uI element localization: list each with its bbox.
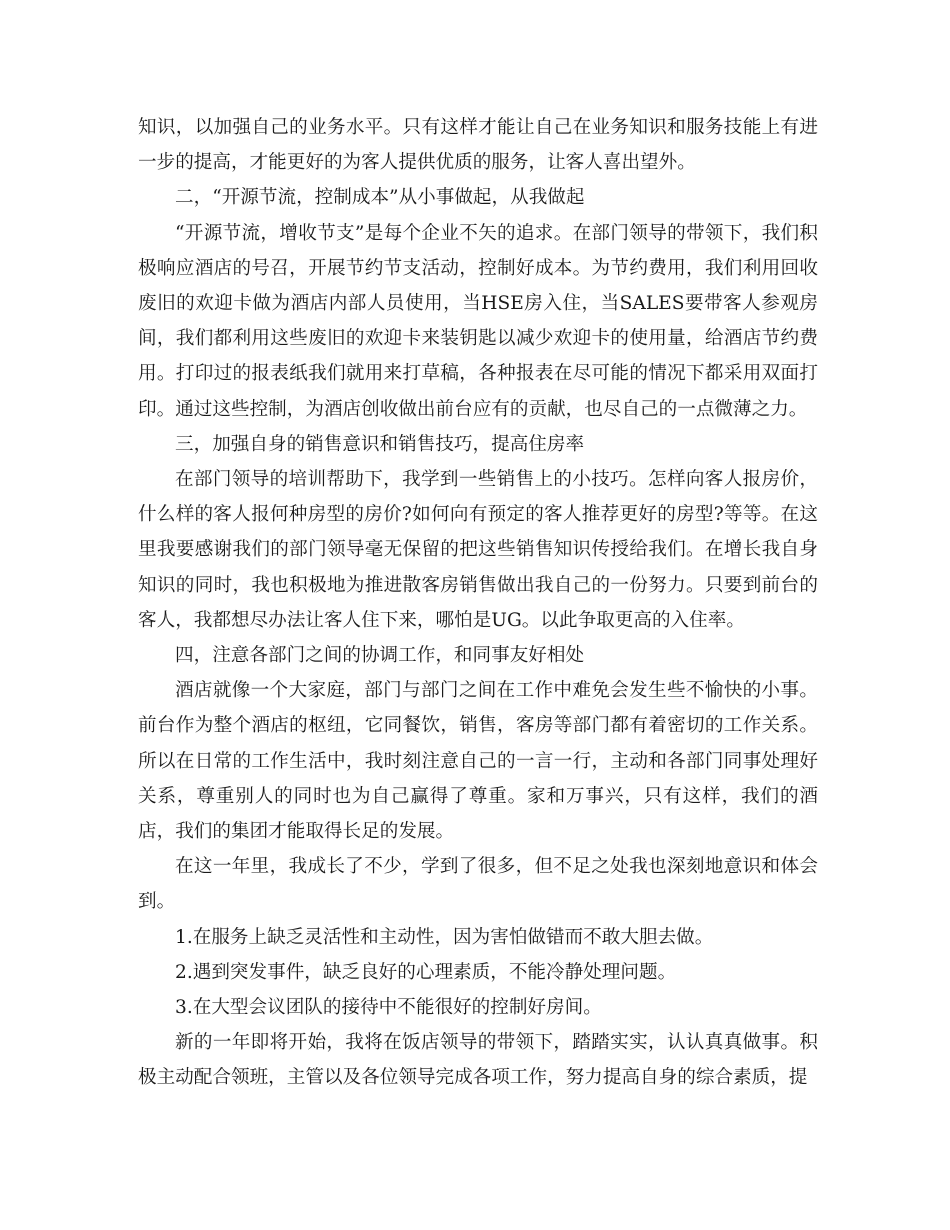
paragraph-continuation: 知识，以加强自己的业务水平。只有这样才能让自己在业务知识和服务技能上有进一步的提高，才能更好的为客人提供优质的服务，让客人喜出望外。 — [138, 117, 818, 174]
paragraph: 酒店就像一个大家庭，部门与部门之间在工作中难免会发生些不愉快的小事。前台作为整个酒店的枢纽，它同餐饮，销售，客房等部门都有着密切的工作关系。所以在日常的工作生活中，我时刻注意自己的一言一行，主动和各部门同事处理好关系，尊重别人的同时也为自己赢得了尊重。家和万事兴，只有这样，我们的酒店，我们的集团才能取得长足的发展。 — [138, 680, 818, 843]
document-body — [138, 110, 818, 1096]
list-item: 2.遇到突发事件，缺乏良好的心理素质，不能冷静处理问题。 — [175, 961, 677, 983]
list-item: 3.在大型会议团队的接待中不能很好的控制好房间。 — [175, 997, 602, 1019]
paragraph: 在部门领导的培训帮助下，我学到一些销售上的小技巧。怎样向客人报房价，什么样的客人报何种房型的房价?如何向有预定的客人推荐更好的房型?等等。在这里我要感谢我们的部门领导毫无保留的把这些销售知识传授给我们。在增长我自身知识的同时，我也积极地为推进散客房销售做出我自己的一份努力。只要到前台的客人，我都想尽办法让客人住下来，哪怕是UG。以此争取更高的入住率。 — [138, 469, 818, 631]
paragraph: 在这一年里，我成长了不少，学到了很多，但不足之处我也深刻地意识和体会到。 — [138, 856, 818, 913]
list-item: 1.在服务上缺乏灵活性和主动性，因为害怕做错而不敢大胆去做。 — [175, 926, 714, 948]
section-heading-4: 四，注意各部门之间的协调工作，和同事友好相处 — [175, 645, 585, 667]
paragraph: “开源节流，增收节支”是每个企业不矢的追求。在部门领导的带领下，我们积极响应酒店的号召，开展节约节支活动，控制好成本。为节约费用，我们利用回收废旧的欢迎卡做为酒店内部人员使用，当HSE房入住，当SALES要带客人参观房间，我们都利用这些废旧的欢迎卡来装钥匙以减少欢迎卡的使用量，给酒店节约费用。打印过的报表纸我们就用来打草稿，各种报表在尽可能的情况下都采用双面打印。通过这些控制，为酒店创收做出前台应有的贡献，也尽自己的一点微薄之力。 — [138, 222, 818, 420]
paragraph: 新的一年即将开始，我将在饭店领导的带领下，踏踏实实，认认真真做事。积极主动配合领班，主管以及各位领导完成各项工作，努力提高自身的综合素质，提 — [138, 1032, 818, 1089]
section-heading-2: 二，“开源节流，控制成本”从小事做起，从我做起 — [175, 187, 585, 209]
section-heading-3: 三，加强自身的销售意识和销售技巧，提高住房率 — [175, 433, 585, 455]
